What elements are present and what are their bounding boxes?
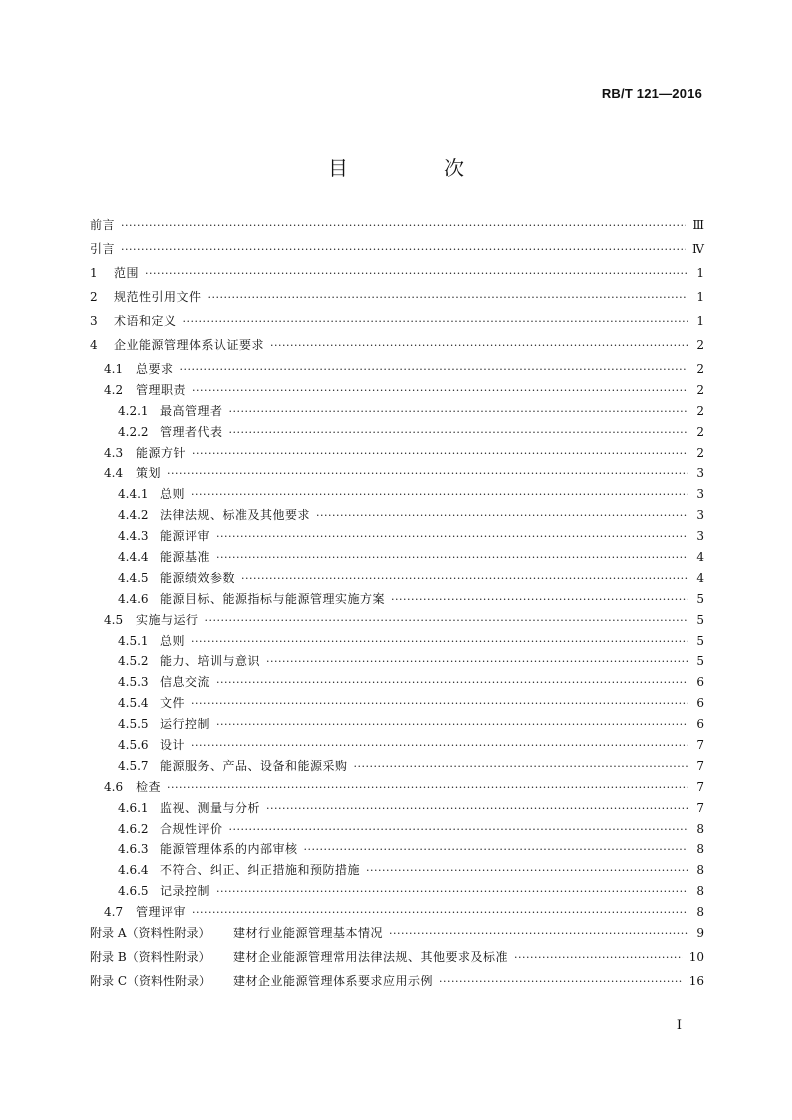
toc-entry-title: 能源服务、产品、设备和能源采购 — [160, 758, 348, 773]
toc-entry[interactable] — [90, 336, 704, 360]
toc-entry-title: 建材企业能源管理常用法律法规、其他要求及标准 — [233, 950, 509, 965]
toc-leader-dots — [121, 243, 686, 256]
toc-entry-page: 6 — [696, 696, 704, 711]
toc-entry[interactable] — [90, 694, 704, 715]
toc-entry-title: 能源管理体系的内部审核 — [160, 842, 298, 857]
toc-entry[interactable] — [90, 485, 704, 506]
toc-entry[interactable] — [90, 715, 704, 736]
toc-entry-page: 3 — [696, 529, 704, 544]
toc-entry-number: 4.6.2 — [118, 821, 149, 836]
toc-entry-number: 4.4.1 — [118, 487, 149, 502]
toc-leader-dots — [145, 267, 688, 280]
toc-entry[interactable] — [90, 527, 704, 548]
toc-entry[interactable] — [90, 611, 704, 632]
toc-entry-title: 信息交流 — [160, 675, 211, 690]
toc-entry-page: 5 — [696, 654, 704, 669]
toc-entry-title: 术语和定义 — [114, 314, 177, 328]
toc-entry[interactable] — [90, 799, 704, 820]
toc-entry-number: 4.6.3 — [118, 842, 149, 857]
toc-entry-number: 4.4.6 — [118, 591, 149, 606]
toc-entry-title: 管理职责 — [136, 382, 187, 397]
toc-entry[interactable] — [90, 652, 704, 673]
toc-entry[interactable] — [90, 360, 704, 381]
toc-leader-dots — [191, 488, 688, 501]
toc-entry-page: Ⅳ — [692, 242, 704, 256]
toc-entry-number: 附录 C（资料性附录） — [90, 974, 211, 989]
toc-entry-title: 能源绩效参数 — [160, 570, 236, 585]
toc-leader-dots — [266, 655, 688, 668]
toc-entry-title: 建材企业能源管理体系要求应用示例 — [233, 974, 434, 989]
toc-entry-title: 管理评审 — [136, 905, 187, 920]
toc-entry[interactable] — [90, 506, 704, 527]
toc-entry-title: 规范性引用文件 — [114, 290, 202, 304]
toc-leader-dots — [205, 614, 688, 627]
toc-leader-dots — [229, 823, 688, 836]
toc-entry-number: 4.4 — [104, 466, 124, 481]
toc-entry-number: 4.6.5 — [118, 884, 149, 899]
toc-entry-number: 4.5 — [104, 612, 124, 627]
toc-entry-page: 9 — [696, 926, 704, 941]
toc-entry-number: 2 — [90, 290, 98, 304]
toc-entry[interactable] — [90, 464, 704, 485]
toc-entry-number: 4.5.7 — [118, 758, 149, 773]
toc-entry-title: 记录控制 — [160, 884, 211, 899]
toc-leader-dots — [514, 951, 683, 964]
toc-entry-number: 4.5.3 — [118, 675, 149, 690]
page-number: Ⅰ — [676, 1018, 682, 1033]
toc-entry-number: 4.5.4 — [118, 696, 149, 711]
toc-leader-dots — [229, 405, 688, 418]
toc-leader-dots — [391, 593, 688, 606]
toc-entry[interactable] — [90, 673, 704, 694]
toc-entry-page: 8 — [696, 905, 704, 920]
toc-entry-title: 实施与运行 — [136, 612, 199, 627]
toc-entry-title: 不符合、纠正、纠正措施和预防措施 — [160, 863, 361, 878]
toc-entry-number: 4.1 — [104, 362, 124, 376]
toc-entry-number: 4.5.2 — [118, 654, 149, 669]
toc-entry-page: 10 — [688, 950, 704, 965]
toc-entry-page: 2 — [696, 403, 704, 418]
toc-entry[interactable] — [90, 548, 704, 569]
toc-leader-dots — [180, 363, 688, 376]
toc-entry-title: 能源评审 — [160, 529, 211, 544]
toc-leader-dots — [216, 551, 688, 564]
toc-leader-dots — [316, 509, 688, 522]
toc-leader-dots — [366, 864, 688, 877]
toc-entry-page: 2 — [696, 338, 704, 352]
toc-entry-number: 4.5.5 — [118, 717, 149, 732]
toc-leader-dots — [191, 697, 688, 710]
toc-entry-page: 7 — [696, 779, 704, 794]
toc-entry-title: 建材行业能源管理基本情况 — [233, 926, 384, 941]
toc-entry-number: 4.3 — [104, 445, 124, 460]
toc-entry[interactable] — [90, 778, 704, 799]
toc-entry-title: 范围 — [114, 266, 140, 280]
toc-leader-dots — [266, 802, 688, 815]
toc-leader-dots — [229, 426, 688, 439]
toc-entry[interactable] — [90, 903, 704, 924]
toc-entry[interactable] — [90, 264, 704, 288]
toc-entry-title: 企业能源管理体系认证要求 — [114, 338, 265, 352]
toc-entry-page: 5 — [696, 591, 704, 606]
toc-entry[interactable] — [90, 820, 704, 841]
toc-entry-page: 8 — [696, 863, 704, 878]
toc-leader-dots — [270, 339, 688, 352]
toc-entry-page: 1 — [696, 290, 704, 304]
toc-entry[interactable] — [90, 569, 704, 590]
toc-entry-title: 检查 — [136, 779, 162, 794]
toc-entry[interactable] — [90, 240, 704, 264]
toc-entry-page: 2 — [696, 362, 704, 376]
table-of-contents — [90, 216, 704, 996]
toc-entry[interactable] — [90, 590, 704, 611]
toc-entry[interactable] — [90, 288, 704, 312]
toc-entry-number: 4.5.1 — [118, 633, 149, 648]
toc-entry-title: 能源方针 — [136, 445, 187, 460]
toc-entry-page: 7 — [696, 758, 704, 773]
toc-entry-number: 1 — [90, 266, 98, 280]
toc-leader-dots — [216, 885, 688, 898]
toc-entry-page: 3 — [696, 508, 704, 523]
toc-entry-number: 4.4.2 — [118, 508, 149, 523]
toc-leader-dots — [216, 530, 688, 543]
toc-leader-dots — [191, 739, 688, 752]
toc-entry-title: 监视、测量与分析 — [160, 800, 261, 815]
toc-entry-title: 设计 — [160, 738, 186, 753]
toc-entry[interactable] — [90, 312, 704, 336]
toc-entry-page: 1 — [696, 266, 704, 280]
toc-leader-dots — [191, 635, 688, 648]
toc-entry-page: 3 — [696, 487, 704, 502]
toc-leader-dots — [354, 760, 688, 773]
toc-entry[interactable] — [90, 216, 704, 240]
toc-leader-dots — [183, 315, 688, 328]
toc-leader-dots — [208, 291, 688, 304]
toc-entry-number: 4 — [90, 338, 98, 352]
toc-entry-number: 3 — [90, 314, 98, 328]
toc-entry-number: 4.2.1 — [118, 403, 149, 418]
toc-entry-title: 能源基准 — [160, 550, 211, 565]
toc-entry[interactable] — [90, 924, 704, 948]
toc-entry-number: 4.5.6 — [118, 738, 149, 753]
toc-entry-number: 4.7 — [104, 905, 124, 920]
toc-entry-title: 总要求 — [136, 362, 174, 376]
toc-entry-title: 管理者代表 — [160, 424, 223, 439]
toc-entry[interactable] — [90, 381, 704, 402]
page-title: 目 次 — [328, 156, 502, 180]
toc-entry-page: 8 — [696, 821, 704, 836]
toc-entry-number: 4.6.4 — [118, 863, 149, 878]
toc-entry[interactable] — [90, 861, 704, 882]
toc-entry-title: 最高管理者 — [160, 403, 223, 418]
toc-leader-dots — [167, 467, 688, 480]
toc-entry-page: 4 — [696, 550, 704, 565]
toc-entry-page: 5 — [696, 612, 704, 627]
toc-entry[interactable] — [90, 757, 704, 778]
standard-code: RB/T 121—2016 — [601, 86, 702, 101]
toc-leader-dots — [216, 718, 688, 731]
toc-entry-number: 附录 A（资料性附录） — [90, 926, 211, 941]
toc-entry-number: 4.6.1 — [118, 800, 149, 815]
toc-entry-page: 6 — [696, 717, 704, 732]
toc-entry[interactable] — [90, 948, 704, 972]
toc-entry-title: 能力、培训与意识 — [160, 654, 261, 669]
toc-entry-title: 总则 — [160, 487, 186, 502]
toc-leader-dots — [192, 906, 688, 919]
toc-entry-title: 能源目标、能源指标与能源管理实施方案 — [160, 591, 386, 606]
toc-entry[interactable] — [90, 972, 704, 996]
toc-entry[interactable] — [90, 423, 704, 444]
toc-entry[interactable] — [90, 444, 704, 465]
toc-entry-page: 7 — [696, 800, 704, 815]
toc-entry-page: 2 — [696, 424, 704, 439]
toc-entry-number: 4.2 — [104, 382, 124, 397]
toc-leader-dots — [389, 927, 688, 940]
toc-entry-title: 法律法规、标准及其他要求 — [160, 508, 311, 523]
toc-entry-page: Ⅲ — [692, 218, 704, 232]
toc-entry-number: 4.4.5 — [118, 570, 149, 585]
toc-entry-page: 3 — [696, 466, 704, 481]
toc-entry-page: 5 — [696, 633, 704, 648]
toc-leader-dots — [241, 572, 688, 585]
toc-entry[interactable] — [90, 632, 704, 653]
toc-leader-dots — [192, 384, 688, 397]
toc-entry-number: 附录 B（资料性附录） — [90, 950, 211, 965]
toc-leader-dots — [216, 676, 688, 689]
toc-leader-dots — [439, 975, 683, 988]
toc-entry-page: 16 — [688, 974, 704, 989]
toc-entry-title: 策划 — [136, 466, 162, 481]
toc-entry-title: 合规性评价 — [160, 821, 223, 836]
toc-entry[interactable] — [90, 840, 704, 861]
toc-entry-title: 总则 — [160, 633, 186, 648]
toc-leader-dots — [121, 219, 686, 232]
toc-entry[interactable] — [90, 402, 704, 423]
toc-entry[interactable] — [90, 882, 704, 903]
toc-entry-page: 2 — [696, 445, 704, 460]
toc-entry-page: 2 — [696, 382, 704, 397]
toc-entry-title: 前言 — [90, 218, 116, 232]
toc-entry-page: 8 — [696, 884, 704, 899]
toc-entry-page: 1 — [696, 314, 704, 328]
toc-entry-number: 4.2.2 — [118, 424, 149, 439]
toc-entry-number: 4.4.3 — [118, 529, 149, 544]
toc-leader-dots — [167, 781, 688, 794]
toc-entry-page: 6 — [696, 675, 704, 690]
toc-entry-number: 4.4.4 — [118, 550, 149, 565]
toc-entry-title: 运行控制 — [160, 717, 211, 732]
toc-leader-dots — [192, 447, 688, 460]
toc-entry-number: 4.6 — [104, 779, 124, 794]
toc-entry-title: 文件 — [160, 696, 186, 711]
toc-entry-page: 8 — [696, 842, 704, 857]
toc-entry[interactable] — [90, 736, 704, 757]
toc-entry-page: 7 — [696, 738, 704, 753]
toc-leader-dots — [304, 843, 688, 856]
toc-entry-page: 4 — [696, 570, 704, 585]
toc-entry-title: 引言 — [90, 242, 116, 256]
